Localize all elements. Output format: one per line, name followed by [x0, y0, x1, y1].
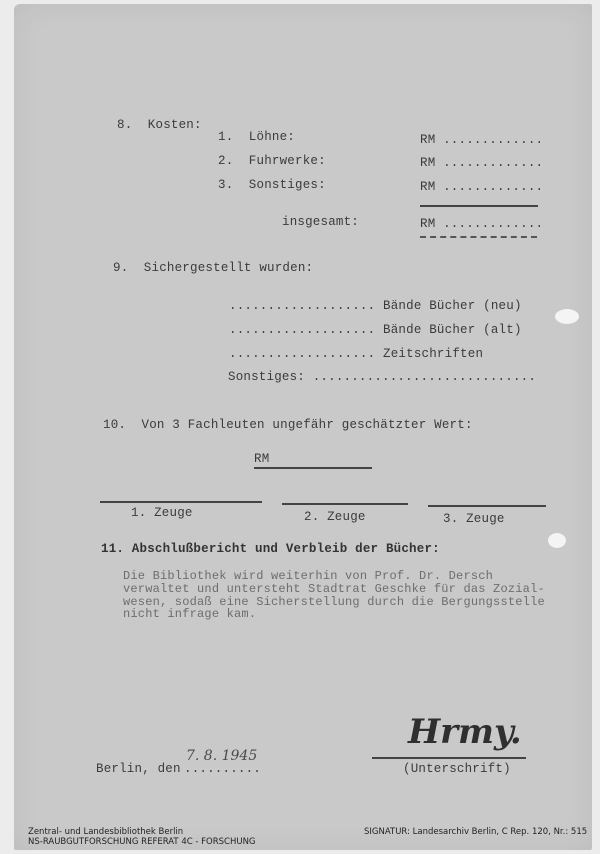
handwritten-date: 7. 8. 1945	[186, 748, 258, 764]
report-line: nicht infrage kam.	[123, 607, 257, 621]
signature: Hrmy.	[408, 712, 522, 752]
signature-caption: (Unterschrift)	[403, 762, 511, 776]
secured-item: ................... Bände Bücher (alt)	[229, 323, 522, 337]
total-value: RM .............	[420, 217, 544, 231]
cost-item-value: RM .............	[420, 133, 544, 147]
section-9-heading: 9. Sichergestellt wurden:	[113, 261, 314, 275]
section-11-heading: 11. Abschlußbericht und Verbleib der Bücher:	[101, 542, 440, 556]
total-label: insgesamt:	[282, 215, 360, 229]
secured-other: Sonstiges: .............................	[228, 370, 537, 384]
report-line: verwaltet und untersteht Stadtrat Geschke für das Zozial-	[123, 582, 545, 596]
cost-item-value: RM .............	[420, 156, 544, 170]
punch-hole-top	[555, 309, 579, 324]
footer-institution-line1: Zentral- und Landesbibliothek Berlin	[28, 827, 184, 837]
signature-line	[372, 757, 526, 759]
witness-2-line	[282, 503, 408, 505]
sum-rule	[420, 205, 538, 207]
witness-3-line	[428, 505, 546, 507]
punch-hole-bottom	[548, 533, 566, 548]
footer-institution-line2: NS-RAUBGUTFORSCHUNG REFERAT 4C - FORSCHUNG	[28, 836, 256, 847]
place-date-label: Berlin, den	[96, 762, 181, 776]
footer-signatur: SIGNATUR: Landesarchiv Berlin, C Rep. 120, Nr.: 515	[364, 827, 588, 837]
estimated-value-currency: RM	[254, 452, 270, 466]
cost-item-label: 2. Fuhrwerke:	[218, 154, 326, 168]
section-10-heading: 10. Von 3 Fachleuten ungefähr geschätzter Wert:	[103, 418, 473, 432]
witness-1-line	[100, 501, 262, 503]
date-dots: ..........	[184, 762, 262, 776]
cost-item-label: 1. Löhne:	[218, 130, 296, 144]
witness-1-label: 1. Zeuge	[131, 506, 193, 520]
double-rule	[420, 236, 537, 238]
witness-2-label: 2. Zeuge	[304, 510, 366, 524]
secured-item: ................... Zeitschriften	[229, 347, 484, 361]
section-8-heading: 8. Kosten:	[117, 118, 202, 132]
footer-institution	[28, 828, 256, 847]
cost-item-label: 3. Sonstiges:	[218, 178, 326, 192]
report-line: Die Bibliothek wird weiterhin von Prof. Dr. Dersch	[123, 569, 494, 583]
estimated-value-line	[254, 467, 372, 469]
report-line: wesen, sodaß eine Sicherstellung durch die Bergungsstelle	[123, 595, 545, 609]
witness-3-label: 3. Zeuge	[443, 512, 505, 526]
secured-item: ................... Bände Bücher (neu)	[229, 299, 522, 313]
cost-item-value: RM .............	[420, 180, 544, 194]
